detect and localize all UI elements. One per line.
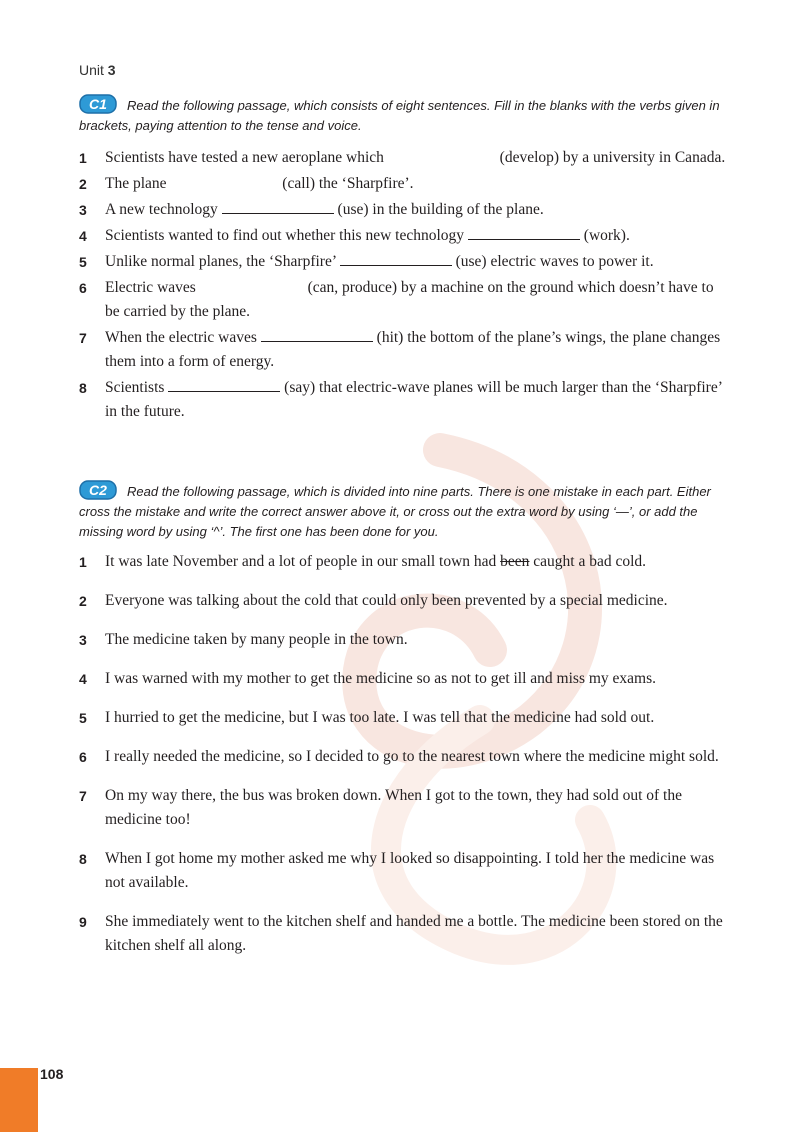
c1-question-list	[79, 146, 731, 426]
svg-text:C2: C2	[89, 482, 107, 498]
c2-item-7: 7 On my way there, the bus was broken down. When I got to the town, they had sold out of the medicine too!	[79, 787, 682, 828]
answer-blank[interactable]	[261, 328, 373, 342]
page-corner-tab	[0, 1068, 38, 1132]
c2-item-4: 4 I was warned with my mother to get the medicine so as not to get ill and miss my exams.	[79, 670, 657, 687]
c1-item-3: 3 A new technology (use) in the building of the plane.	[79, 201, 544, 218]
c2-item-6: 6 I really needed the medicine, so I decided to go to the nearest town where the medicine might sold.	[79, 748, 719, 765]
c1-item-5: 5 Unlike normal planes, the ‘Sharpfire’ (use) electric waves to power it.	[79, 253, 654, 270]
answer-blank[interactable]	[222, 200, 334, 214]
c2-item-5: 5 I hurried to get the medicine, but I was too late. I was tell that the medicine had sold out.	[79, 709, 655, 726]
c2-instructions: C2 Read the following passage, which is divided into nine parts. There is one mistake in each part. Either cross the mistake and write the correct answer above it, or cross out the extra word by using ‘—’, or add the missing word by using ‘^’. The first one has been done for you.	[79, 482, 711, 539]
c1-item-4: 4 Scientists wanted to find out whether this new technology (work).	[79, 227, 630, 244]
c2-item-3: 3 The medicine taken by many people in the town.	[79, 631, 408, 648]
page-number: 108	[40, 1066, 64, 1082]
c1-item-8: 8 Scientists (say) that electric-wave planes will be much larger than the ‘Sharpfire’ in the future.	[79, 379, 722, 420]
c2-item-1: 1 It was late November and a lot of people in our small town had been caught a bad cold.	[79, 553, 647, 570]
c1-item-2: 2 The plane (call) the ‘Sharpfire’.	[79, 175, 414, 192]
c1-instructions: C1 Read the following passage, which consists of eight sentences. Fill in the blanks with the verbs given in brackets, paying attention to the tense and voice.	[79, 96, 720, 133]
answer-blank[interactable]	[468, 226, 580, 240]
unit-label: Unit 3	[79, 62, 116, 78]
c2-item-8: 8 When I got home my mother asked me why I looked so disappointing. I told her the medicine was not available.	[79, 850, 715, 891]
c1-item-6: 6 Electric waves (can, produce) by a machine on the ground which doesn’t have to be carried by the plane.	[79, 279, 714, 320]
c2-item-9: 9 She immediately went to the kitchen shelf and handed me a bottle. The medicine been stored on the kitchen shelf all along.	[79, 913, 723, 954]
svg-text:C1: C1	[89, 96, 107, 112]
c1-item-7: 7 When the electric waves (hit) the bottom of the plane’s wings, the plane changes them into a form of energy.	[79, 329, 721, 370]
struck-word: been	[500, 553, 530, 570]
c1-badge-icon	[79, 94, 117, 114]
c1-item-1: 1 Scientists have tested a new aeroplane which (develop) by a university in Canada.	[79, 149, 726, 166]
c2-item-2: 2 Everyone was talking about the cold that could only been prevented by a special medicine.	[79, 592, 668, 609]
c2-question-list	[79, 550, 731, 973]
answer-blank[interactable]	[340, 252, 452, 266]
c2-badge-icon	[79, 480, 117, 500]
answer-blank[interactable]	[168, 378, 280, 392]
